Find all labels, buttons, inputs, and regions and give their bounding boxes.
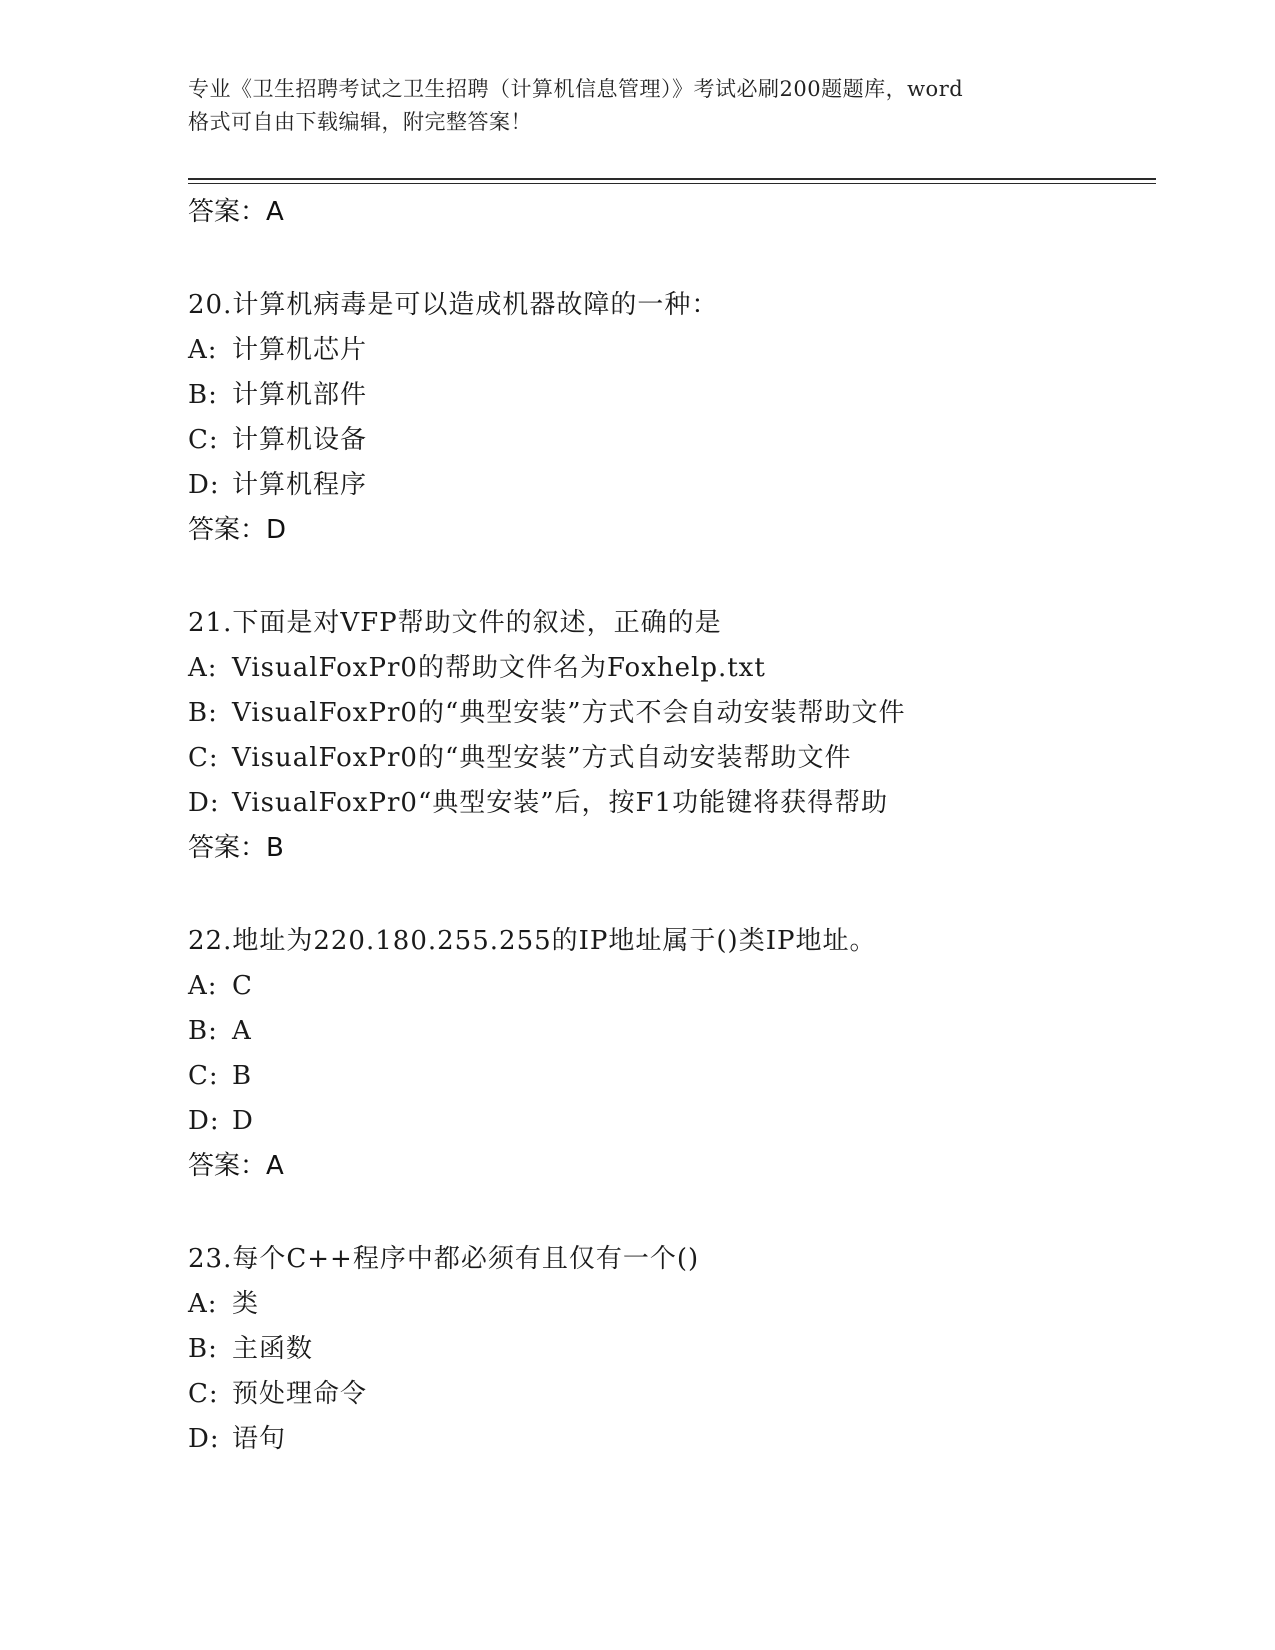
option-a [188,1282,1156,1327]
option-b [188,1009,1156,1054]
option-c [188,1372,1156,1417]
option-a [188,964,1156,1009]
option-c [188,418,1156,463]
option-letter: A: [188,653,218,683]
option-letter: B: [188,380,218,410]
option-letter: C: [188,743,219,773]
question-block [188,283,1156,553]
option-text: A [232,1016,252,1046]
option-letter: D: [188,470,220,500]
option-b [188,373,1156,418]
spacer [188,235,1156,283]
option-letter: D: [188,1106,220,1136]
option-letter: C: [188,425,219,455]
spacer [188,1189,1156,1237]
option-c [188,1054,1156,1099]
answer-line: 答案：A [188,197,284,227]
header-divider-thin [188,183,1156,184]
option-letter: A: [188,1289,218,1319]
option-text: VisualFoxPr0的“典型安装”方式自动安装帮助文件 [232,743,852,773]
option-d [188,1099,1156,1144]
option-text: 类 [232,1289,260,1319]
option-letter: D: [188,1424,220,1454]
option-text: 计算机部件 [232,380,368,410]
option-letter: C: [188,1379,219,1409]
option-letter: B: [188,1334,218,1364]
option-text: D [232,1106,254,1136]
option-text: C [232,971,253,1001]
option-text: 语句 [232,1424,287,1454]
question-block [188,1237,1156,1462]
header-divider-thick [188,178,1156,180]
option-text: 计算机芯片 [232,335,368,365]
spacer [188,871,1156,919]
question-text: 21.下面是对VFP帮助文件的叙述，正确的是 [188,608,722,638]
option-text: 计算机设备 [232,425,368,455]
question-list [188,190,1156,1462]
spacer [188,553,1156,601]
option-letter: A: [188,335,218,365]
option-text: 计算机程序 [232,470,368,500]
option-b [188,691,1156,736]
option-text: VisualFoxPr0“典型安装”后，按F1功能键将获得帮助 [232,788,889,818]
option-letter: B: [188,698,218,728]
page-header [188,73,1088,139]
question-text: 22.地址为220.180.255.255的IP地址属于()类IP地址。 [188,926,877,956]
header-line-1: 专业《卫生招聘考试之卫生招聘（计算机信息管理）》考试必刷200题题库，word [188,77,964,101]
answer-line: 答案：B [188,833,284,863]
option-letter: A: [188,971,218,1001]
option-text: B [232,1061,253,1091]
question-block [188,919,1156,1189]
option-text: 预处理命令 [232,1379,368,1409]
option-d [188,463,1156,508]
option-letter: C: [188,1061,219,1091]
option-text: 主函数 [232,1334,314,1364]
option-letter: B: [188,1016,218,1046]
option-d [188,781,1156,826]
question-block [188,601,1156,871]
option-d [188,1417,1156,1462]
option-a [188,646,1156,691]
option-c [188,736,1156,781]
option-text: VisualFoxPr0的“典型安装”方式不会自动安装帮助文件 [232,698,906,728]
option-letter: D: [188,788,220,818]
header-line-2: 格式可自由下载编辑，附完整答案！ [188,110,532,134]
answer-line: 答案：D [188,515,287,545]
question-text: 23.每个C++程序中都必须有且仅有一个() [188,1244,700,1274]
answer-line: 答案：A [188,1151,284,1181]
option-text: VisualFoxPr0的帮助文件名为Foxhelp.txt [232,653,766,683]
question-text: 20.计算机病毒是可以造成机器故障的一种： [188,290,719,320]
option-b [188,1327,1156,1372]
option-a [188,328,1156,373]
